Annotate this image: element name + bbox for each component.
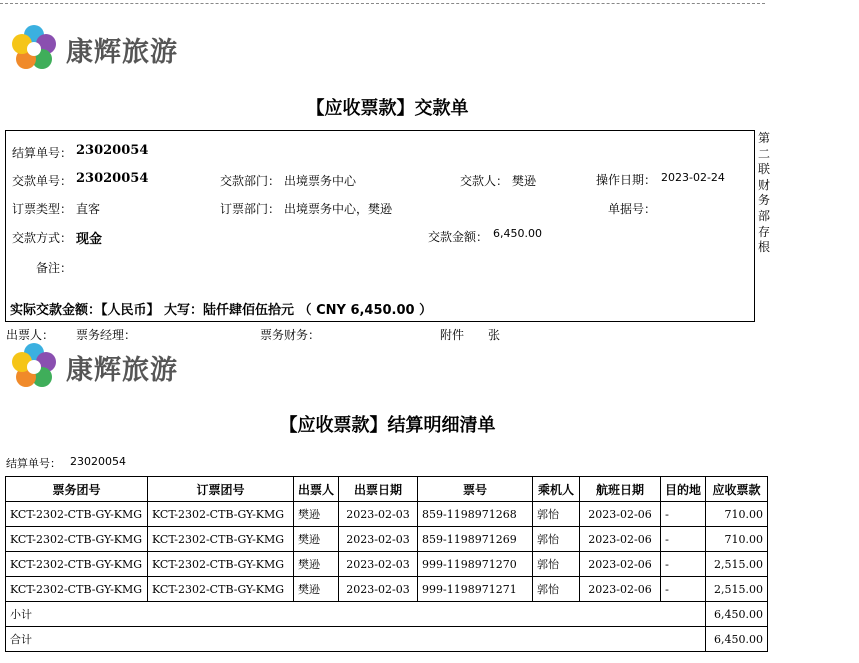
- op-date-label: 操作日期：: [596, 173, 657, 187]
- order-dept: 出境票务中心，樊逊: [284, 202, 393, 216]
- voucher-title: 【应收票款】交款单: [306, 98, 469, 119]
- detail-title: 【应收票款】结算明细清单: [279, 415, 496, 436]
- col-header: 目的地: [661, 477, 706, 502]
- subtotal-value: 6,450.00: [706, 602, 768, 627]
- order-type: 直客: [76, 202, 101, 216]
- issuer-label: 出票人：: [6, 328, 55, 342]
- pay-dept-label: 交款部门：: [220, 174, 281, 188]
- cell: 2023-02-06: [580, 577, 661, 602]
- detail-settle-no-label: 结算单号：: [6, 457, 61, 470]
- cell: 2023-02-03: [339, 527, 418, 552]
- pay-method: 现金: [76, 232, 103, 247]
- tear-line: [0, 3, 765, 4]
- order-dept-label: 订票部门：: [220, 202, 281, 216]
- brand-logo: [8, 340, 208, 392]
- actual-amount: 实际交款金额：【人民币】 大写：陆仟肆佰伍拾元 （ CNY 6,450.00 ）: [10, 303, 433, 318]
- total-value: 6,450.00: [706, 627, 768, 652]
- cell: 2023-02-03: [339, 577, 418, 602]
- cell: 999-1198971271: [418, 577, 533, 602]
- sheets-label: 张: [488, 328, 501, 342]
- order-type-label: 订票类型：: [12, 202, 73, 216]
- settlement-table: [5, 476, 768, 652]
- col-header: 票号: [418, 477, 533, 502]
- cell: 郭怡: [533, 502, 580, 527]
- col-header: 出票日期: [339, 477, 418, 502]
- cell: -: [661, 577, 706, 602]
- cell: 樊逊: [294, 552, 339, 577]
- flower-logo-icon: [8, 340, 60, 392]
- cell: -: [661, 552, 706, 577]
- copy-label-char: 第: [757, 131, 770, 145]
- finance-label: 票务财务：: [260, 328, 321, 342]
- brand-name: 康辉旅游: [66, 355, 178, 386]
- cell: KCT-2302-CTB-GY-KMG: [6, 577, 148, 602]
- cell: KCT-2302-CTB-GY-KMG: [148, 577, 294, 602]
- cell: 郭怡: [533, 552, 580, 577]
- amount: 6,450.00: [493, 227, 542, 240]
- cell: 2023-02-06: [580, 527, 661, 552]
- cell: 859-1198971268: [418, 502, 533, 527]
- copy-label-char: 存: [757, 224, 770, 239]
- cell: -: [661, 527, 706, 552]
- cell: 郭怡: [533, 527, 580, 552]
- op-date: 2023-02-24: [661, 171, 725, 184]
- cell: 999-1198971270: [418, 552, 533, 577]
- amount-label: 交款金额：: [428, 230, 489, 244]
- cell: 2023-02-03: [339, 552, 418, 577]
- cell: 2023-02-03: [339, 502, 418, 527]
- cell: 2,515.00: [706, 552, 768, 577]
- table-row: [6, 502, 768, 527]
- brand-logo: [8, 22, 208, 74]
- flower-logo-icon: [8, 22, 60, 74]
- cell: 2,515.00: [706, 577, 768, 602]
- pay-no-label: 交款单号：: [12, 174, 73, 188]
- table-header-row: [6, 477, 768, 502]
- settle-no-label: 结算单号：: [12, 146, 73, 160]
- table-row: [6, 527, 768, 552]
- settle-no: 23020054: [76, 143, 149, 158]
- copy-label-char: 务: [757, 193, 770, 208]
- attachment-label: 附件: [440, 328, 465, 342]
- cell: 710.00: [706, 527, 768, 552]
- cell: KCT-2302-CTB-GY-KMG: [6, 527, 148, 552]
- table-row: [6, 577, 768, 602]
- copy-label-char: 财: [757, 177, 770, 192]
- cell: 郭怡: [533, 577, 580, 602]
- subtotal-row: [6, 602, 768, 627]
- col-header: 航班日期: [580, 477, 661, 502]
- copy-label-char: 二: [757, 146, 770, 161]
- col-header: 乘机人: [533, 477, 580, 502]
- cell: 710.00: [706, 502, 768, 527]
- cell: 859-1198971269: [418, 527, 533, 552]
- pay-no: 23020054: [76, 171, 149, 186]
- total-row: [6, 627, 768, 652]
- detail-settle-no: 23020054: [70, 455, 126, 468]
- copy-label: [757, 131, 771, 256]
- cell: KCT-2302-CTB-GY-KMG: [148, 527, 294, 552]
- cell: 2023-02-06: [580, 552, 661, 577]
- cell: KCT-2302-CTB-GY-KMG: [148, 502, 294, 527]
- col-header: 票务团号: [6, 477, 148, 502]
- payer: 樊逊: [512, 174, 537, 188]
- cell: KCT-2302-CTB-GY-KMG: [6, 552, 148, 577]
- col-header: 出票人: [294, 477, 339, 502]
- doc-no-label: 单据号：: [608, 202, 657, 216]
- brand-name: 康辉旅游: [66, 37, 178, 68]
- subtotal-label: 小计: [6, 602, 706, 627]
- col-header: 应收票款: [706, 477, 768, 502]
- cell: 2023-02-06: [580, 502, 661, 527]
- pay-dept: 出境票务中心: [284, 174, 357, 188]
- manager-label: 票务经理：: [76, 328, 137, 342]
- pay-method-label: 交款方式：: [12, 231, 73, 245]
- cell: 樊逊: [294, 502, 339, 527]
- col-header: 订票团号: [148, 477, 294, 502]
- cell: 樊逊: [294, 527, 339, 552]
- cell: KCT-2302-CTB-GY-KMG: [6, 502, 148, 527]
- voucher-box: [5, 130, 755, 322]
- total-label: 合计: [6, 627, 706, 652]
- copy-label-char: 部: [757, 208, 770, 223]
- cell: KCT-2302-CTB-GY-KMG: [148, 552, 294, 577]
- remark-label: 备注：: [36, 261, 73, 275]
- table-row: [6, 552, 768, 577]
- copy-label-char: 根: [757, 240, 770, 255]
- copy-label-char: 联: [757, 162, 770, 177]
- cell: 樊逊: [294, 577, 339, 602]
- payer-label: 交款人：: [460, 174, 509, 188]
- cell: -: [661, 502, 706, 527]
